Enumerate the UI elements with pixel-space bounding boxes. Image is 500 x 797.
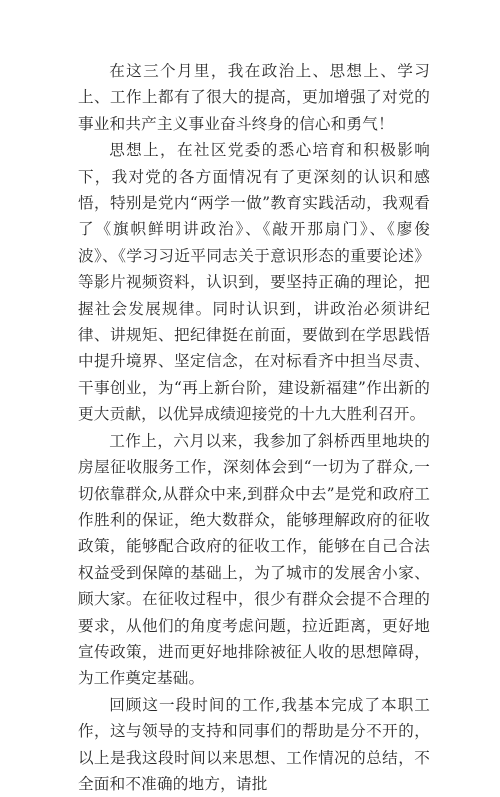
paragraph-work: 工作上，六月以来，我参加了斜桥西里地块的房屋征收服务工作，深刻体会到“一切为了群众,一切依靠群众,从群众中来,到群众中去”是党和政府工作胜利的保证，绝大数群众，能够理解政府的征收政策，能够配合政府的征收工作，能够在自己合法权益受到保障的基础上，为了城市的发展舍小家、顾大家。在征收过程中，很少有群众会提不合理的要求，从他们的角度考虑问题，拉近距离，更好地宣传政策，进而更好地排除被征人收的思想障碍，为工作奠定基础。: [78, 431, 430, 688]
paragraph-summary: 在这三个月里，我在政治上、思想上、学习上、工作上都有了很大的提高，更加增强了对党的事业和共产主义事业奋斗终身的信心和勇气！: [78, 62, 430, 133]
paragraph-review: 回顾这一段时间的工作,我基本完成了本职工作，这与领导的支持和同事们的帮助是分不开的，以上是我这段时间以来思想、工作情况的总结，不全面和不准确的地方，请批: [78, 695, 430, 793]
paragraph-thought: 思想上，在社区党委的悉心培育和积极影响下，我对党的各方面情况有了更深刻的认识和感悟，特别是党内“两学一做”教育实践活动，我观看了《旗帜鲜明讲政治》、《敲开那扇门》、《廖俊波》、《学习习近平同志关于意识形态的重要论述》等影片视频资料，认识到，要坚持正确的理论，把握社会发展规律。同时认识到，讲政治必须讲纪律、讲规矩、把纪律挺在前面，要做到在学思践悟中提升境界、坚定信念，在对标看齐中担当尽责、干事创业，为“再上新台阶，建设新福建”作出新的更大贡献，以优异成绩迎接党的十九大胜利召开。: [78, 141, 430, 424]
document-body: [78, 58, 430, 797]
